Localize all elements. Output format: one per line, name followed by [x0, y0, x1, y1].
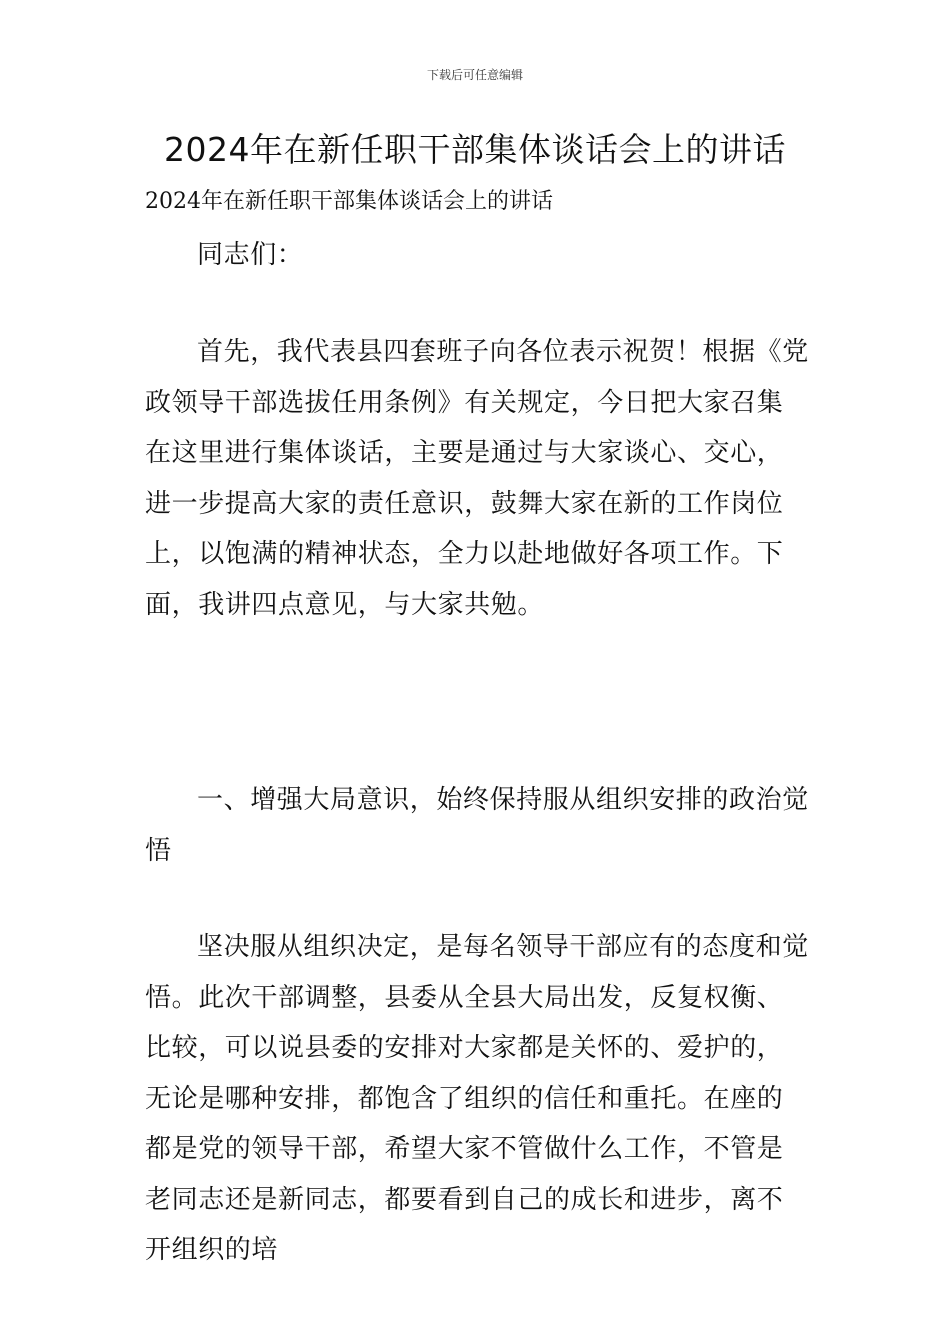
section-heading-1: 一、增强大局意识，始终保持服从组织安排的政治觉悟	[145, 785, 809, 866]
document-title: 2024年在新任职干部集体谈话会上的讲话	[164, 130, 786, 169]
paragraph-section-1: 坚决服从组织决定，是每名领导干部应有的态度和觉悟。此次干部调整，县委从全县大局出发，反复权衡、比较，可以说县委的安排对大家都是关怀的、爱护的，无论是哪种安排，都饱含了组织的信任和重托。在座的都是党的领导干部，希望大家不管做什么工作，不管是老同志还是新同志，都要看到自己的成长和进步，离不开组织的培	[145, 932, 809, 1265]
page-header-note: 下载后可任意编辑	[426, 68, 523, 82]
greeting: 同志们：	[197, 240, 304, 270]
document-subtitle: 2024年在新任职干部集体谈话会上的讲话	[145, 189, 553, 214]
paragraph-opening: 首先，我代表县四套班子向各位表示祝贺！根据《党政领导干部选拔任用条例》有关规定，今日把大家召集在这里进行集体谈话，主要是通过与大家谈心、交心，进一步提高大家的责任意识，鼓舞大家在新的工作岗位上，以饱满的精神状态，全力以赴地做好各项工作。下面，我讲四点意见，与大家共勉。	[145, 337, 809, 620]
